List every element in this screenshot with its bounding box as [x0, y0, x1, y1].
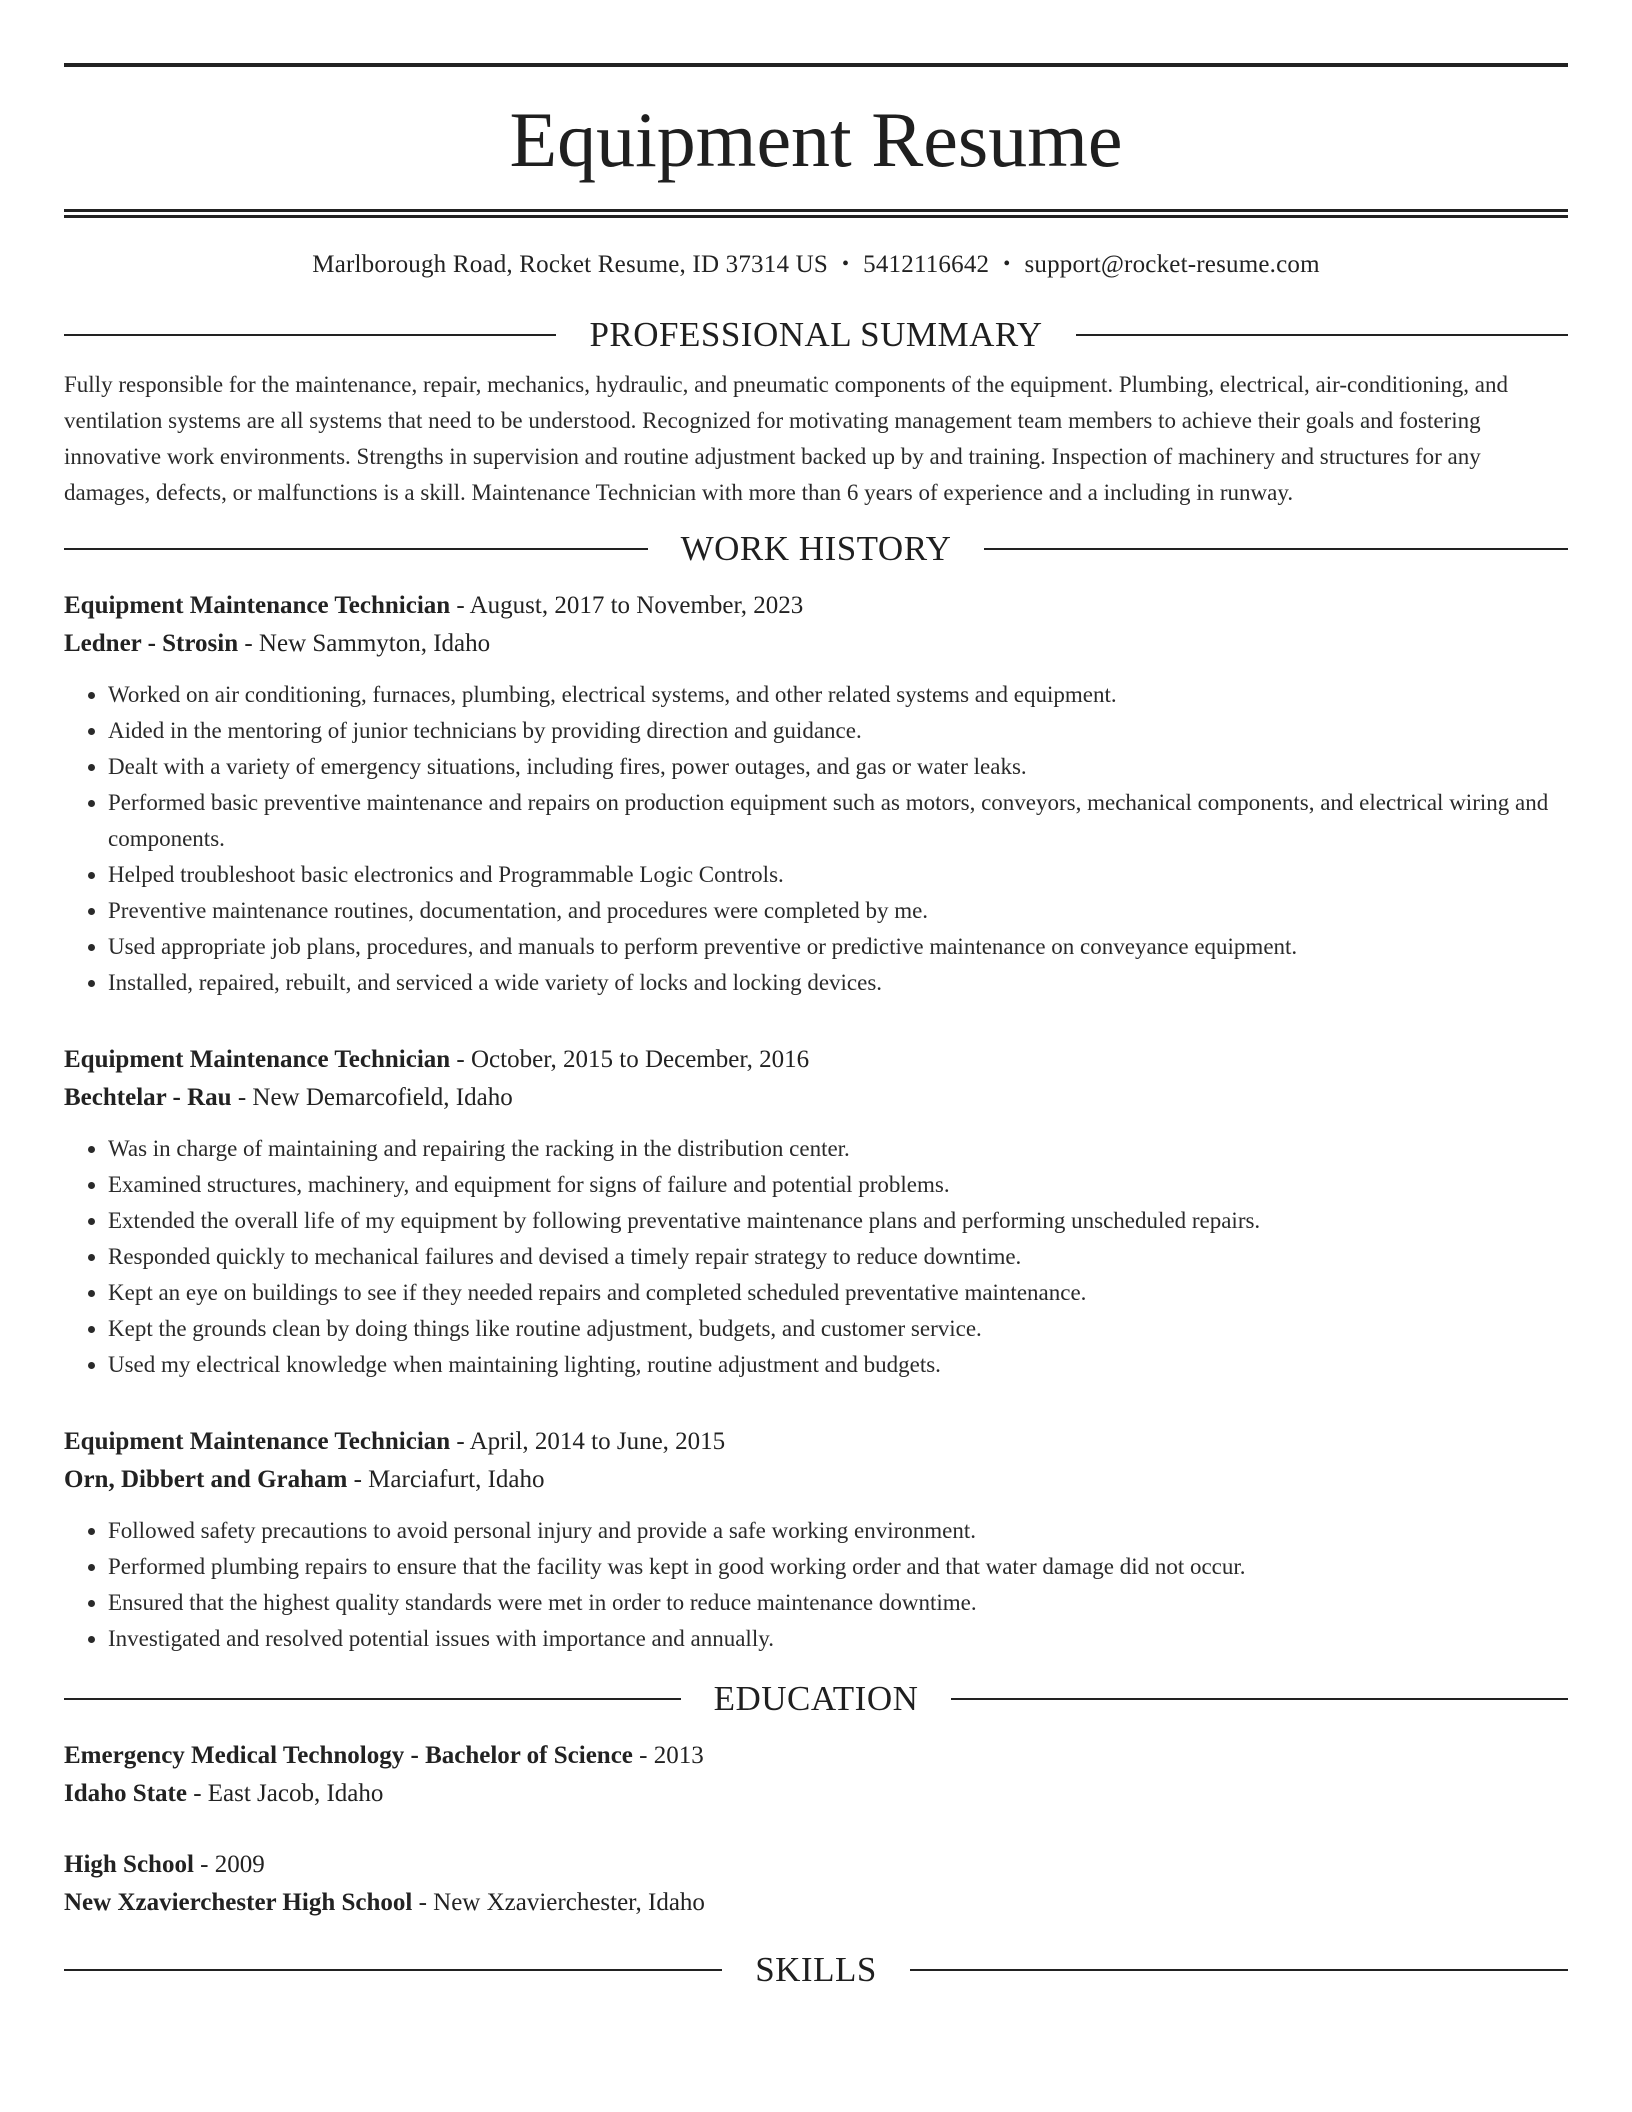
job-title-line	[64, 1041, 1568, 1079]
job-bullets	[64, 1513, 1568, 1657]
section-title: PROFESSIONAL SUMMARY	[589, 315, 1043, 354]
job-bullet: • Investigated and resolved potential issues with importance and annually.	[108, 1621, 1568, 1657]
section-rule	[64, 1698, 681, 1700]
job-bullet: • Used my electrical knowledge when maintaining lighting, routine adjustment and budgets.	[108, 1347, 1568, 1383]
title-double-rule	[64, 209, 1568, 218]
education-school-line	[64, 1775, 1568, 1813]
job-bullet: • Kept an eye on buildings to see if they needed repairs and completed scheduled preventative maintenance.	[108, 1275, 1568, 1311]
job-bullet: • Ensured that the highest quality standards were met in order to reduce maintenance downtime.	[108, 1585, 1568, 1621]
job-title: Equipment Maintenance Technician	[64, 1428, 451, 1455]
job-bullets	[64, 1131, 1568, 1383]
job-title: Equipment Maintenance Technician	[64, 592, 451, 619]
job-bullet: • Examined structures, machinery, and equipment for signs of failure and potential problems.	[108, 1167, 1568, 1203]
resume-title: Equipment Resume	[509, 96, 1123, 183]
section-heading-education	[64, 1679, 1568, 1719]
section-rule	[951, 1698, 1568, 1700]
section-rule	[984, 548, 1568, 550]
job-dates: - August, 2017 to November, 2023	[450, 592, 804, 619]
job-bullet: • Followed safety precautions to avoid personal injury and provide a safe working environment.	[108, 1513, 1568, 1549]
education-school: Idaho State	[64, 1780, 187, 1807]
education-degree-line	[64, 1846, 1568, 1884]
section-title: EDUCATION	[713, 1679, 919, 1718]
job-bullet: • Helped troubleshoot basic electronics and Programmable Logic Controls.	[108, 857, 1568, 893]
job-entry	[64, 1041, 1568, 1383]
contact-email: support@rocket-resume.com	[1024, 251, 1320, 278]
job-title-line	[64, 587, 1568, 625]
job-company-line	[64, 1079, 1568, 1117]
section-rule	[910, 1969, 1568, 1971]
job-entry	[64, 1423, 1568, 1657]
job-dates: - April, 2014 to June, 2015	[450, 1428, 726, 1455]
job-company: Ledner - Strosin	[64, 630, 239, 657]
job-company: Orn, Dibbert and Graham	[64, 1466, 348, 1493]
section-title: WORK HISTORY	[680, 529, 952, 568]
education-year: - 2013	[632, 1742, 704, 1769]
section-title: SKILLS	[755, 1950, 877, 1989]
job-company: Bechtelar - Rau	[64, 1084, 232, 1111]
summary-paragraph: Fully responsible for the maintenance, repair, mechanics, hydraulic, and pneumatic components of the equipment. Plumbing, electrical, air-conditioning, and ventilation systems are all systems that need to be understood. Recognized for motivating management team members to achieve their goals and fostering innovative work environments. Strengths in supervision and routine adjustment backed up by and training. Inspection of machinery and structures for any damages, defects, or malfunctions is a skill. Maintenance Technician with more than 6 years of experience and a including in runway.	[64, 372, 1508, 505]
section-heading-skills	[64, 1950, 1568, 1990]
job-bullet: • Responded quickly to mechanical failures and devised a timely repair strategy to reduce downtime.	[108, 1239, 1568, 1275]
job-bullet: • Installed, repaired, rebuilt, and serviced a wide variety of locks and locking devices.	[108, 965, 1568, 1001]
job-bullet: • Used appropriate job plans, procedures, and manuals to perform preventive or predictive maintenance on conveyance equipment.	[108, 929, 1568, 965]
contact-phone: 5412116642	[863, 251, 990, 278]
section-rule	[64, 1969, 722, 1971]
job-bullets	[64, 677, 1568, 1001]
job-company-line	[64, 1461, 1568, 1499]
job-bullet: • Performed plumbing repairs to ensure that the facility was kept in good working order and that water damage did not occur.	[108, 1549, 1568, 1585]
section-heading-work	[64, 529, 1568, 569]
job-bullet: • Worked on air conditioning, furnaces, plumbing, electrical systems, and other related systems and equipment.	[108, 677, 1568, 713]
education-entry	[64, 1737, 1568, 1813]
section-heading-summary	[64, 315, 1568, 355]
education-degree: Emergency Medical Technology - Bachelor of Science	[64, 1742, 633, 1769]
section-rule	[1076, 334, 1568, 336]
job-location: - Marciafurt, Idaho	[347, 1466, 545, 1493]
section-rule	[64, 548, 648, 550]
education-location: - New Xzavierchester, Idaho	[412, 1889, 705, 1916]
contact-separator: •	[841, 253, 850, 275]
job-bullet: • Performed basic preventive maintenance and repairs on production equipment such as motors, conveyors, mechanical components, and electrical wiring and components.	[108, 785, 1568, 857]
job-bullet: • Kept the grounds clean by doing things like routine adjustment, budgets, and customer service.	[108, 1311, 1568, 1347]
contact-address: Marlborough Road, Rocket Resume, ID 37314 US	[312, 251, 828, 278]
education-entry	[64, 1846, 1568, 1922]
job-title-line	[64, 1423, 1568, 1461]
education-school-line	[64, 1884, 1568, 1922]
job-bullet: • Dealt with a variety of emergency situations, including fires, power outages, and gas or water leaks.	[108, 749, 1568, 785]
job-bullet: • Extended the overall life of my equipment by following preventative maintenance plans and performing unscheduled repairs.	[108, 1203, 1568, 1239]
education-degree: High School	[64, 1851, 194, 1878]
job-location: - New Sammyton, Idaho	[238, 630, 491, 657]
job-title: Equipment Maintenance Technician	[64, 1046, 451, 1073]
top-rule	[64, 63, 1568, 67]
job-dates: - October, 2015 to December, 2016	[450, 1046, 810, 1073]
education-degree-line	[64, 1737, 1568, 1775]
job-bullet: • Was in charge of maintaining and repairing the racking in the distribution center.	[108, 1131, 1568, 1167]
job-company-line	[64, 625, 1568, 663]
job-entry	[64, 587, 1568, 1001]
job-bullet: • Aided in the mentoring of junior technicians by providing direction and guidance.	[108, 713, 1568, 749]
contact-line	[64, 251, 1568, 279]
education-school: New Xzavierchester High School	[64, 1889, 413, 1916]
job-bullet: • Preventive maintenance routines, documentation, and procedures were completed by me.	[108, 893, 1568, 929]
job-location: - New Demarcofield, Idaho	[231, 1084, 513, 1111]
education-year: - 2009	[193, 1851, 265, 1878]
contact-separator: •	[1003, 253, 1011, 275]
section-rule	[64, 334, 556, 336]
education-location: - East Jacob, Idaho	[186, 1780, 384, 1807]
